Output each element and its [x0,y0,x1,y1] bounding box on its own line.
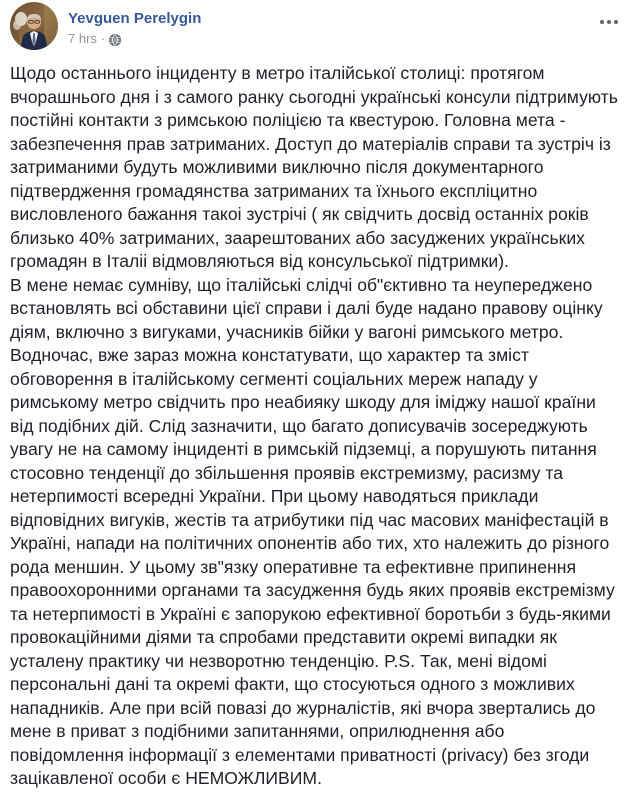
ellipsis-dot [614,20,618,24]
post-paragraph: Водночас, вже зараз можна констатувати, що характер та зміст обговорення в італійському сегменті соціальних мереж нападу у римському метро свідчить про неабияку шкоду для іміджу нашої країни від подібних дій. Слід зазначити, що багато дописувачів зосереджують увагу не на самому інциденті в римській підземці, а порушують питання стосовно тенденції до збільшення проявів екстремизму, расизму та нетерпимості всередні України. При цьому наводяться приклади відповідних вигуків, жестів та атрибутики під час масових маніфестацій в Україні, напади на політичних опонентів або тих, хто належить до різного рода меншин. У цьому зв"язку оперативне та ефективне припинення правоохоронними органами та засудження будь яких проявів екстремізму та нетерпимості в Україні є запорукою ефективної боротьби з будь-якими провокаційними діями та спробами представити окремі випадки як усталену практику чи незворотню тенденцію. P.S. Так, мені відомі персональні дані та окремі факти, що стосуються одного з можливих нападників. Але при всій повазі до журналістів, які вчора звертались до мене в приват з подібними запитаннями, оприлюднення або повідомлення інформації з елементами приватності (privacy) без згоди зацікавленої особи є НЕМОЖЛИВИМ. [10,345,615,788]
author-name-link[interactable]: Yevguen Perelygin [68,10,202,27]
post-paragraph: Щодо останнього інциденту в метро італійської столиці: протягом вчорашнього дня і з самого ранку сьогодні українські консули підтримують постійні контакти з римською поліцією та квестурою. Головна мета - забезпечення прав затриманих. Доступ до матеріалів справи та зустріч із затриманими будуть можливими виключно після документарного підтвердження громадянства затриманих та їхнього експліцитно висловленого бажання такоі зустрічі ( як свідчить досвід останніх років близько 40% затриманих, заарештованих або засуджених українських громадян в Італіі відмовляються від консульської підтримки). [10,63,618,271]
avatar[interactable] [10,2,58,50]
globe-public-icon [109,34,121,46]
meta-separator: · [100,31,106,46]
post-body-text [0,50,634,791]
timestamp[interactable]: 7 hrs [68,31,97,46]
profile-photo-icon [10,2,58,50]
post-paragraph: В мене немає сумніву, що італійські слідчі об"єктивно та неупереджено встановлять всі обставини цієї справи і далі буде надано правову оцінку діям, включно з вигуками, учасників бійки у вагоні римського метро. [10,274,603,342]
header-text [68,2,201,47]
ellipsis-dot [600,20,604,24]
post-meta [68,31,201,47]
ellipsis-dot [607,20,611,24]
ellipsis-menu-icon[interactable] [598,16,620,28]
post-header [0,0,634,50]
